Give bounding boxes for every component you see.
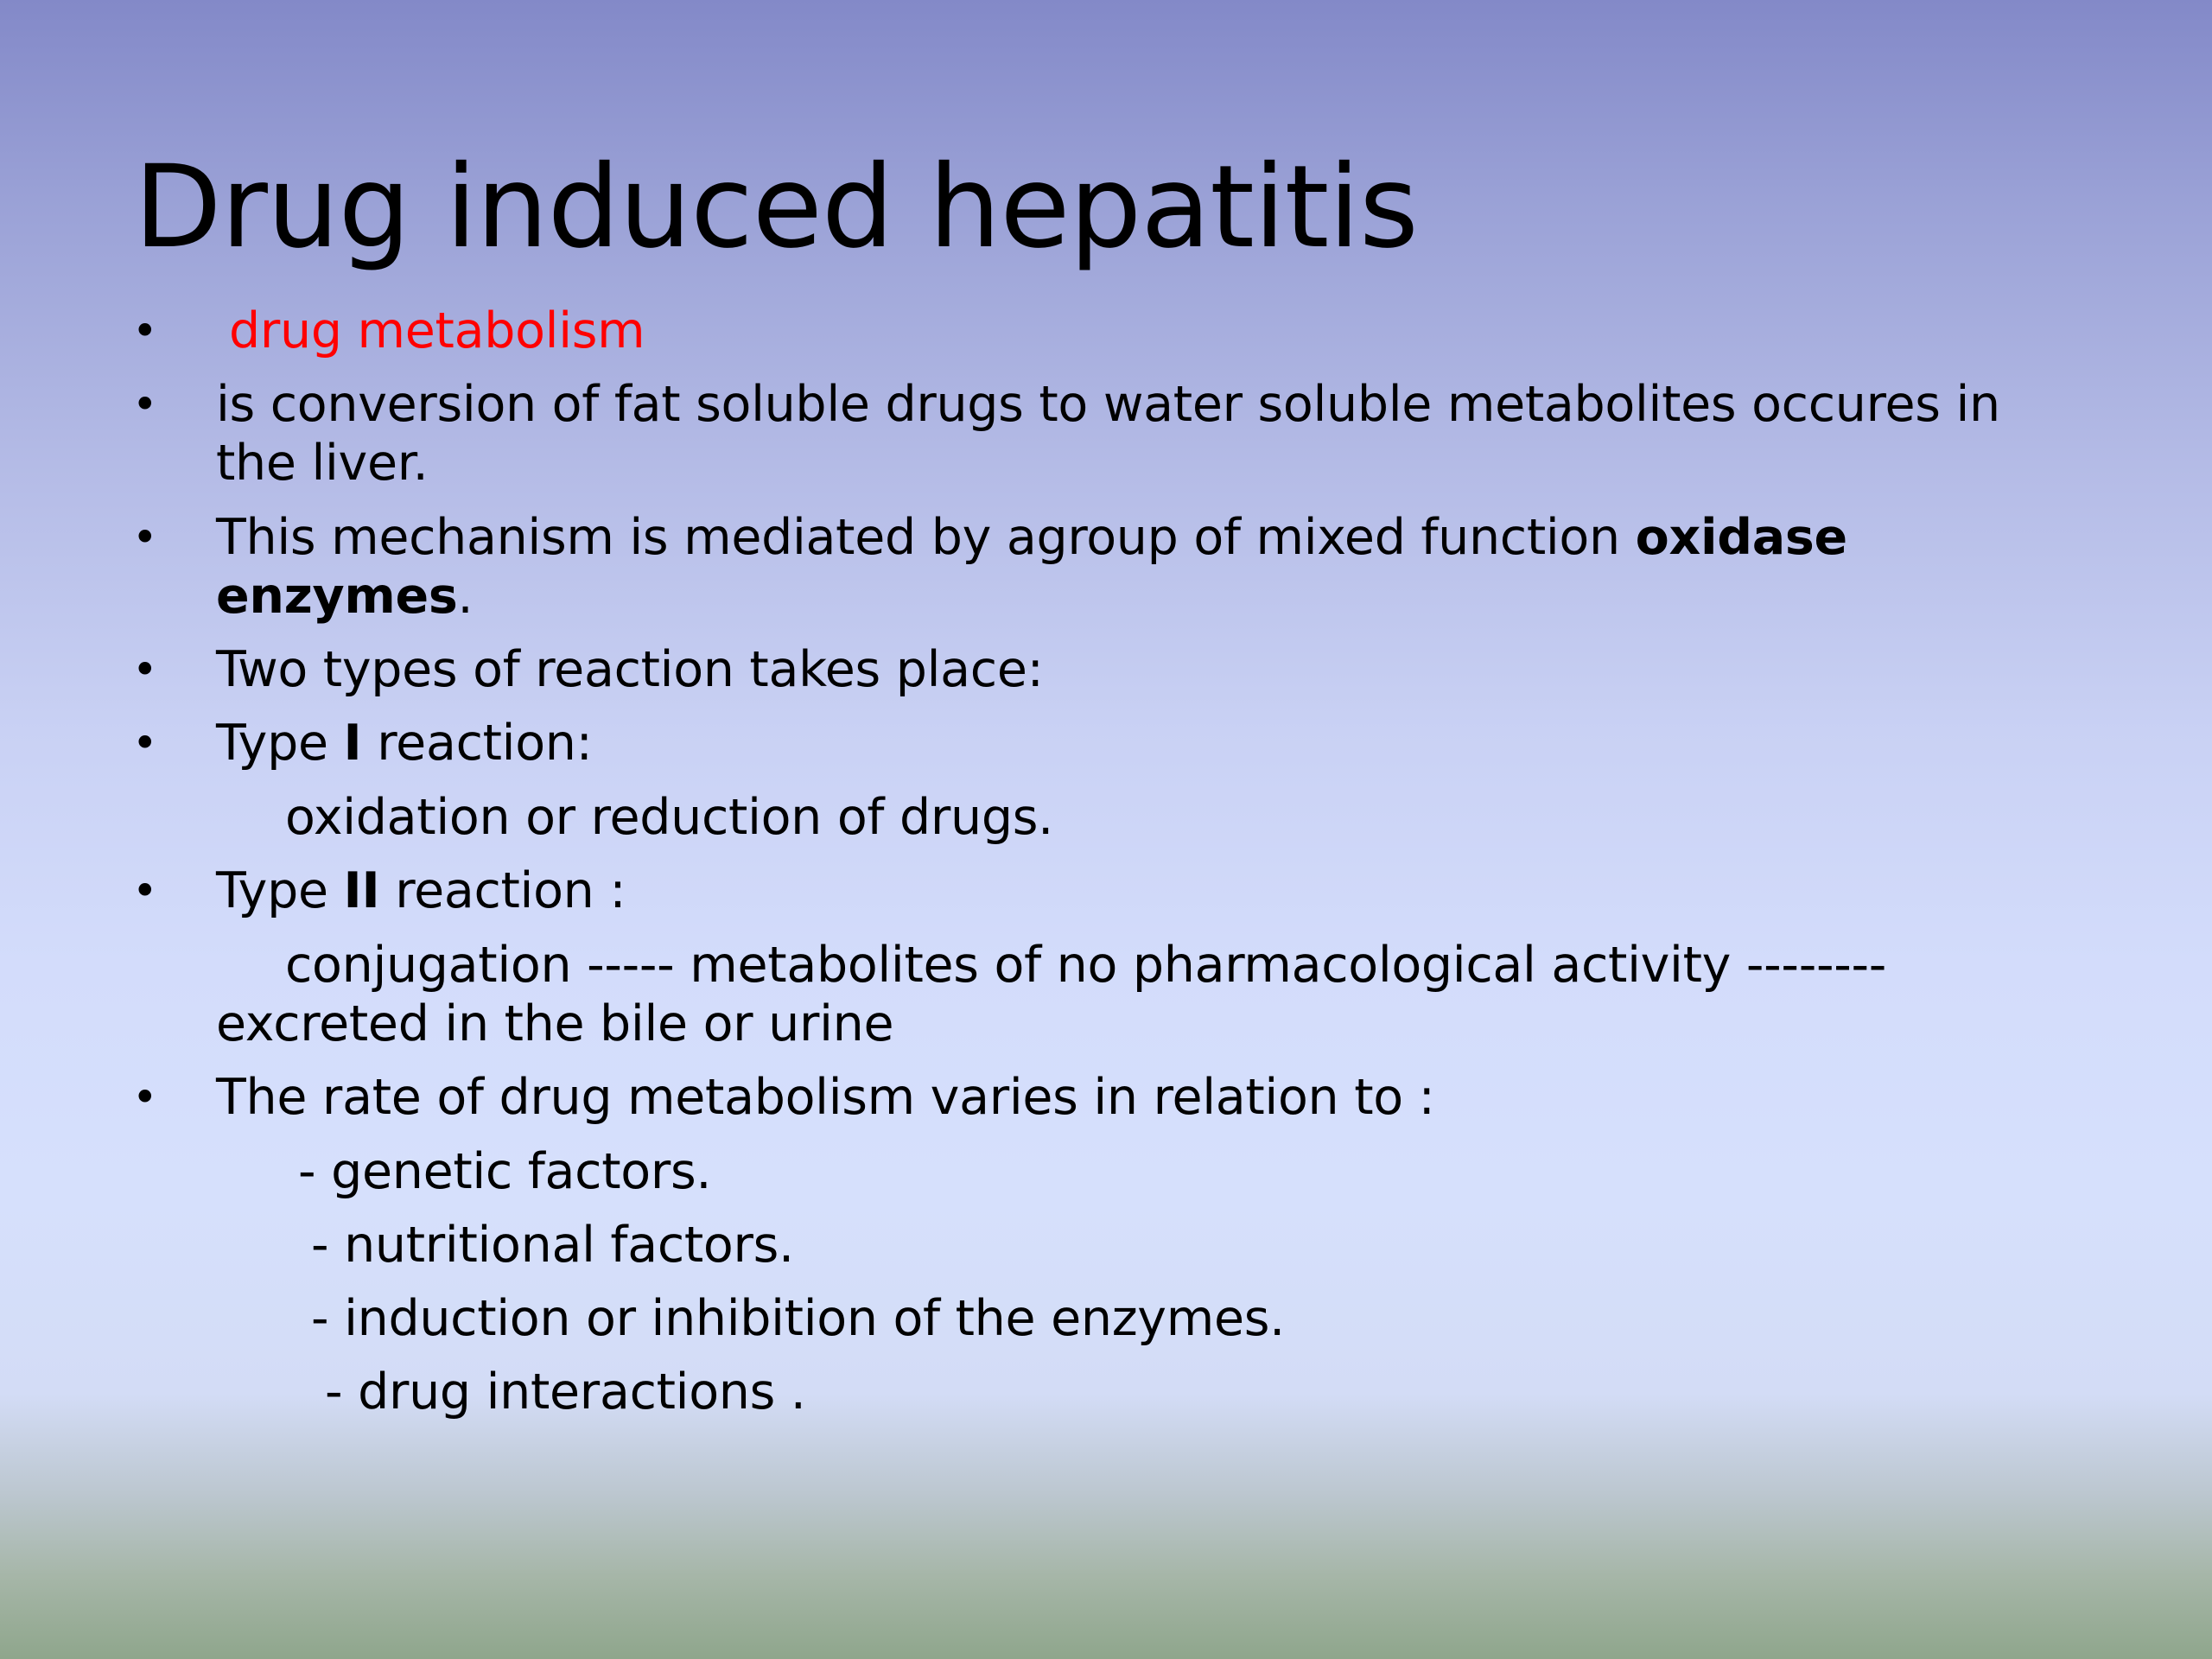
type-label: Type <box>216 862 344 919</box>
bullet-marker: • <box>132 306 158 356</box>
mechanism-period: . <box>457 568 474 625</box>
bullet-marker: • <box>132 645 158 695</box>
bullet-type-two <box>216 861 626 920</box>
bullet-conversion-line1: is conversion of fat soluble drugs to water soluble metabolites occures in <box>216 376 2000 433</box>
bullet-marker: • <box>132 512 158 563</box>
conjugation-line2: excreted in the bile or urine <box>216 995 894 1052</box>
bullet-marker: • <box>132 1072 158 1122</box>
bullet-conversion-line2: the liver. <box>216 435 429 492</box>
bullet-mechanism-line1 <box>216 508 1847 567</box>
bullet-drug-metabolism: drug metabolism <box>229 302 645 359</box>
type-one-description: oxidation or reduction of drugs. <box>285 789 1053 846</box>
type-numeral: I <box>343 715 362 772</box>
factor-item: - nutritional factors. <box>311 1217 794 1274</box>
bullet-type-one <box>216 714 593 772</box>
bullet-mechanism-line2 <box>216 567 473 626</box>
mechanism-bold-oxidase: oxidase <box>1635 509 1847 566</box>
type-label: Type <box>216 715 344 772</box>
type-numeral: II <box>343 862 380 919</box>
conjugation-line1: conjugation ----- metabolites of no pharmacological activity -------- <box>285 937 1887 994</box>
bullet-two-types: Two types of reaction takes place: <box>216 641 1044 698</box>
slide-title: Drug induced hepatitis <box>134 141 1418 274</box>
bullet-marker: • <box>132 866 158 916</box>
mechanism-text: This mechanism is mediated by agroup of mixed function <box>216 509 1636 566</box>
type-suffix: reaction : <box>379 862 626 919</box>
bullet-marker: • <box>132 718 158 768</box>
factor-item: - induction or inhibition of the enzymes. <box>311 1290 1285 1347</box>
factor-item: - genetic factors. <box>298 1143 712 1200</box>
mechanism-bold-enzymes: enzymes <box>216 568 458 625</box>
bullet-rate: The rate of drug metabolism varies in relation to : <box>216 1069 1435 1126</box>
type-suffix: reaction: <box>361 715 593 772</box>
bullet-marker: • <box>132 379 158 429</box>
factor-item: - drug interactions . <box>325 1363 806 1421</box>
